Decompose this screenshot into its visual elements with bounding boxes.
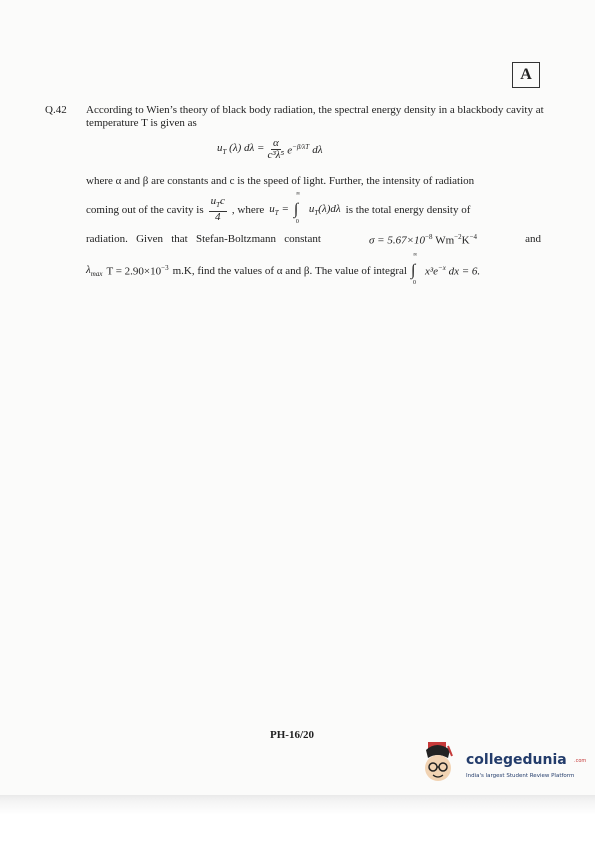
integrand: $u_T(\lambda)d\lambda$ (308, 202, 341, 217)
question-line-5 (86, 252, 481, 286)
line4-prefix: radiation. Given that Stefan-Boltzmann constant (86, 233, 321, 245)
logo-tagline: India's largest Student Review Platform (466, 773, 575, 779)
scan-bottom-edge (0, 795, 595, 841)
formula-exponential: $e^{-\beta/\lambda T}$ (287, 142, 310, 157)
question-intro: According to Wien’s theory of black body radiation, the spectral energy density in a blackbody cavity at temperature T is given as (86, 104, 544, 129)
question-number: Q.42 (45, 104, 67, 116)
wien-constant: $T = 2.90\times 10^{-3}$ (106, 264, 169, 278)
line3-middle: , where (231, 203, 265, 216)
line4-suffix: and (525, 233, 541, 245)
logo-name: collegedunia (466, 752, 567, 768)
wien-formula (217, 138, 322, 161)
stefan-constant: $\sigma = 5.67\times 10^{-8}$ $Wm^{-2}K^{-4}$ (368, 233, 478, 247)
line3-suffix: is the total energy density of (345, 203, 471, 216)
integral-sign: ∞ ∫ 0 (293, 190, 301, 225)
integrand-2: $x^3e^{-x}$ dx = 6. (424, 264, 481, 278)
line5-text: m.K, find the values of α and β. The value of integral (172, 265, 407, 277)
question-line-4 (86, 233, 541, 247)
collegedunia-logo (418, 738, 593, 788)
integral-sign-2: ∞ ∫ 0 (410, 252, 418, 286)
logo-domain: .com (574, 758, 587, 764)
question-line-3 (86, 190, 471, 225)
formula-lhs: $u_T$ (λ) dλ = (217, 142, 265, 157)
mascot-icon (418, 738, 464, 788)
energy-density-symbol: $u_T$ = (269, 202, 289, 217)
question-line-2: where α and β are constants and c is the speed of light. Further, the intensity of radiation (86, 175, 475, 187)
paper-code-box (512, 62, 540, 88)
intensity-fraction: $\frac{u_Tc}{4}$ (210, 195, 225, 224)
paper-code: A (520, 66, 532, 83)
line3-prefix: coming out of the cavity is (86, 203, 204, 216)
page-code: PH-16/20 (270, 729, 314, 741)
formula-fraction: $\frac{\alpha}{\text{c³λ⁵}}$ (267, 137, 285, 161)
lambda-max: $\lambda_{max}$ (86, 263, 103, 279)
formula-tail: dλ (312, 143, 323, 156)
